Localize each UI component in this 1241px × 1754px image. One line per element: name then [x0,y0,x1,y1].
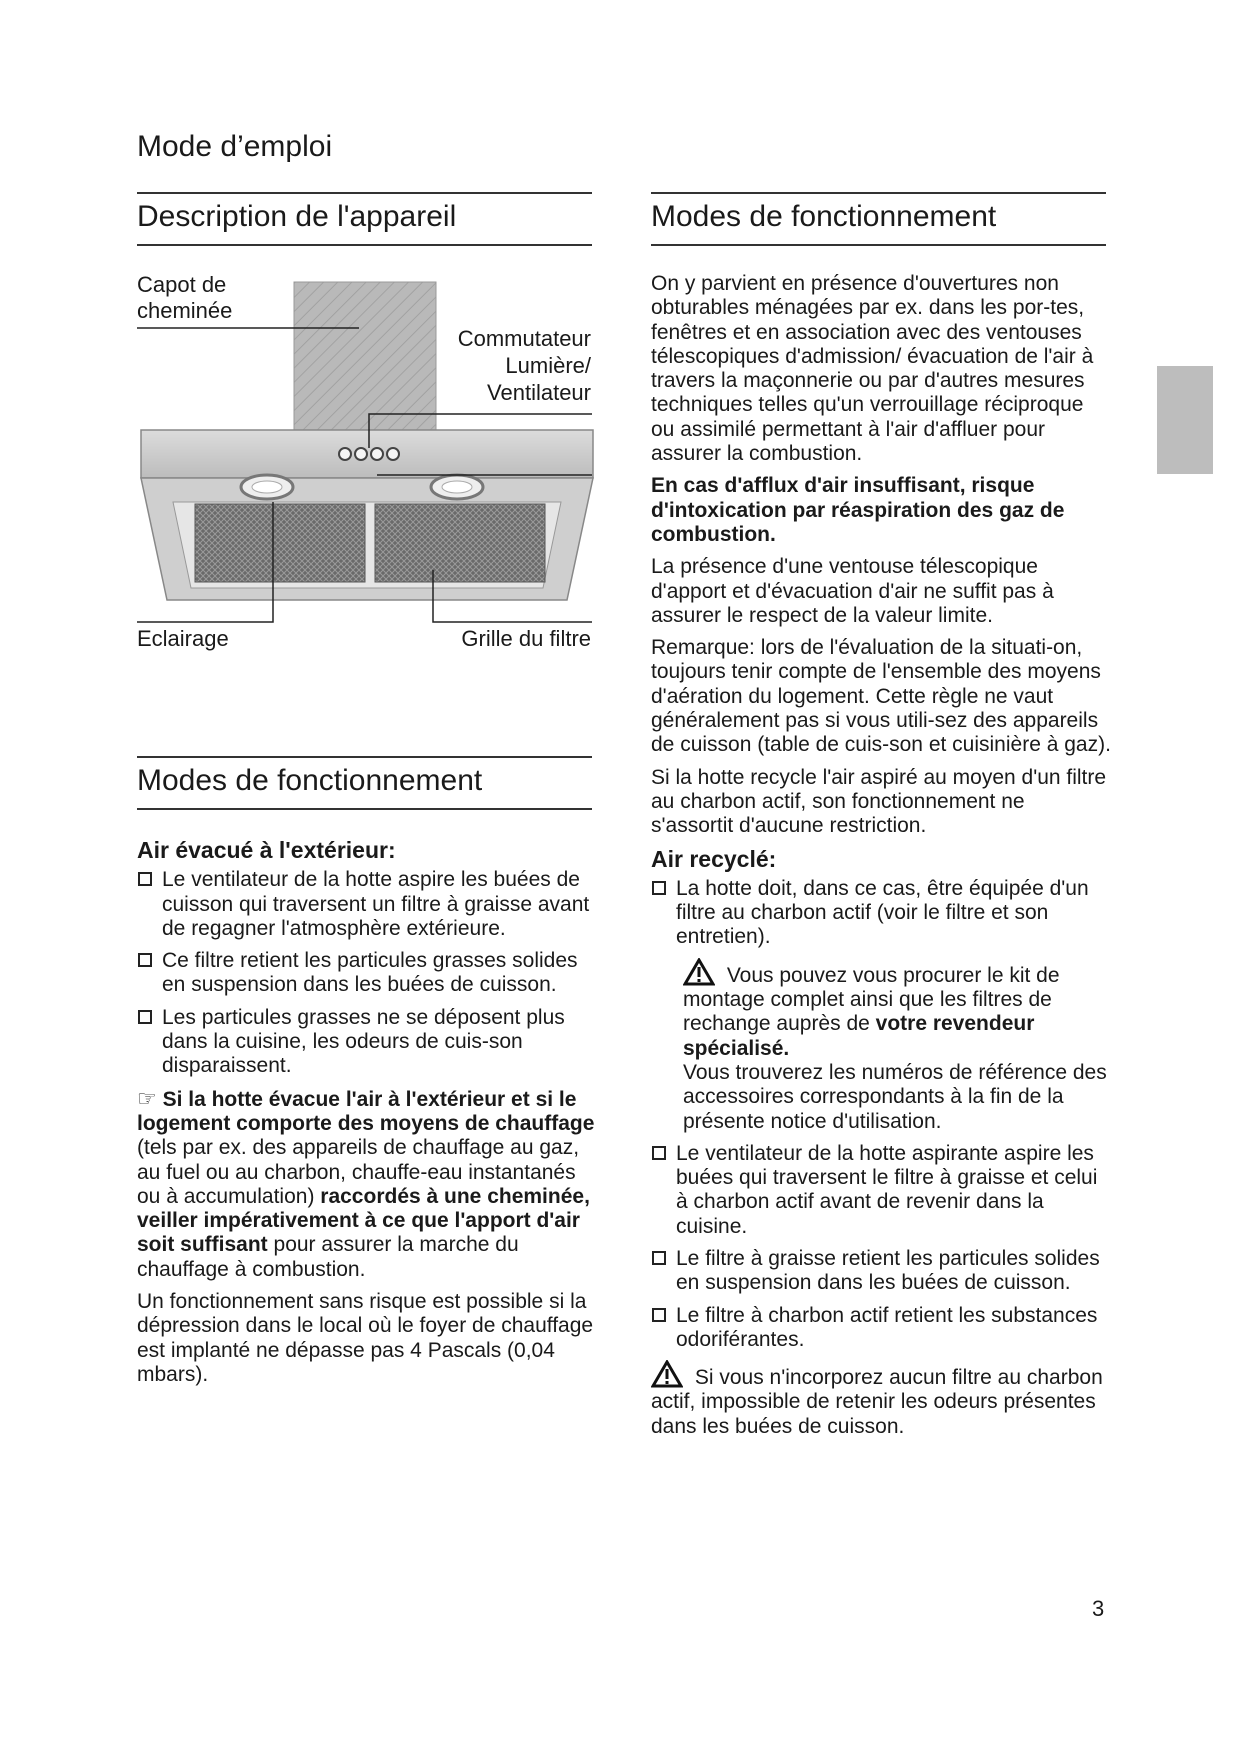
modes-rule-bottom [137,808,592,810]
bullet-text: Les particules grasses ne se déposent plus dans la cuisine, les odeurs de cuis-son disparaissent. [162,1005,565,1078]
paragraph-4: Si la hotte recycle l'air aspiré au moyen d'un filtre au charbon actif, son fonctionnement ne s'assortit d'aucune restriction. [651,765,1107,838]
right-title-rule-top [651,192,1106,194]
checkbox-bullet-icon [652,1146,666,1160]
bullet-text: Ce filtre retient les particules grasses solides en suspension dans les buées de cuisson. [162,949,578,997]
list-item: La hotte doit, dans ce cas, être équipée d'un filtre au charbon actif (voir le filtre et son entretien). [651,877,1111,950]
left-body [137,838,597,1395]
note-paragraph: ☞ Si la hotte évacue l'air à l'extérieur et si le logement comporte des moyens de chauffage (tels par ex. des appareils de chauffage au gaz, au fuel ou au charbon, chauffe-eau instantanés ou à accumulation) raccordés à une cheminée, veiller impérativement à ce que l'apport d'air soit suffisant pour assurer la marche du chauffage à combustion. [137,1085,595,1281]
pointing-hand-icon: ☞ [137,1085,157,1111]
caution-paragraph: Si vous n'incorporez aucun filtre au charbon actif, impossible de retenir les odeurs présentes dans les buées de cuisson. [651,1360,1111,1439]
label-filter-grid: Grille du filtre [461,626,591,651]
right-title-rule-bottom [651,244,1106,246]
title-rule-top [137,192,592,194]
bullet-text: Le ventilateur de la hotte aspire les buées de cuisson qui traversent un filtre à graisse avant de regagner l'atmosphère extérieure. [162,868,590,940]
caution-block: Vous pouvez vous procurer le kit de montage complet ainsi que les filtres de rechange auprès de votre revendeur spécialisé. Vous trouverez les numéros de référence des accessoires correspondants à la fin de la présente notice d'utilisation. [651,958,1111,1134]
filter-grid-right [375,504,545,582]
checkbox-bullet-icon [652,881,666,895]
checkbox-bullet-icon [138,953,152,967]
chimney-cover-shape [294,282,436,442]
paragraph-1: On y parvient en présence d'ouvertures non obturables ménagées par ex. dans les por-tes, fenêtres et en association avec des ventouses télescopiques d'admission/ évacuation de l'air à travers la maçonnerie ou par d'autres mesures techniques telles qu'un verrouillage réciproque ou assimilé permettant à l'air d'affluer pour assurer la combustion. [651,272,1094,466]
checkbox-bullet-icon [138,1010,152,1024]
right-body [651,272,1111,1447]
list-item [137,949,597,998]
page-title: Mode d’emploi [137,130,333,163]
checkbox-bullet-icon [138,872,152,886]
hood-diagram [137,270,597,650]
list-item: Le ventilateur de la hotte aspirante aspire les buées qui traversent le filtre à graisse et celui à charbon actif avant de revenir dans la cuisine. [651,1142,1111,1239]
label-lighting: Eclairage [137,626,229,651]
checkbox-bullet-icon [652,1308,666,1322]
closing-paragraph: Un fonctionnement sans risque est possible si la dépression dans le local où le foyer de chauffage est implanté ne dépasse pas 4 Pascals (0,04 mbars). [137,1290,594,1386]
label-chimney-cover: Capot de cheminée [137,272,233,323]
list-item: Le filtre à graisse retient les particules solides en suspension dans les buées de cuisson. [651,1247,1111,1296]
label-switch-2: Lumière/ [505,353,591,378]
list-item: Le filtre à charbon actif retient les substances odoriférantes. [651,1304,1111,1353]
filter-grid-left [195,504,365,582]
air-evacue-heading: Air évacué à l'extérieur: [137,837,396,863]
title-rule-bottom [137,244,592,246]
modes-title-right: Modes de fonctionnement [651,200,997,233]
description-title: Description de l'appareil [137,200,457,233]
air-recycle-heading: Air recyclé: [651,845,777,872]
warning-icon [683,958,715,986]
paragraph-3: Remarque: lors de l'évaluation de la situati-on, toujours tenir compte de l'ensemble des moyens d'aération du logement. Cette règle ne vaut généralement pas si vous utili-sez des appareils de cuisson (table de cuis-son et cuisinière à gaz). [651,636,1111,757]
checkbox-bullet-icon [652,1251,666,1265]
label-switch-1: Commutateur [457,326,591,351]
label-switch-3: Ventilateur [487,380,591,405]
paragraph-2: La présence d'une ventouse télescopique d'apport et d'évacuation d'air ne suffit pas à assurer le respect de la valeur limite. [651,555,1054,627]
page-number: 3 [1092,1596,1105,1621]
section-tab-marker [1157,366,1213,474]
modes-title-left: Modes de fonctionnement [137,764,483,797]
warning-paragraph: En cas d'afflux d'air insuffisant, risque d'intoxication par réaspiration des gaz de combustion. [651,474,1065,546]
modes-rule-top [137,756,592,758]
list-item [137,868,597,941]
list-item [137,1006,597,1079]
warning-icon [651,1360,683,1388]
